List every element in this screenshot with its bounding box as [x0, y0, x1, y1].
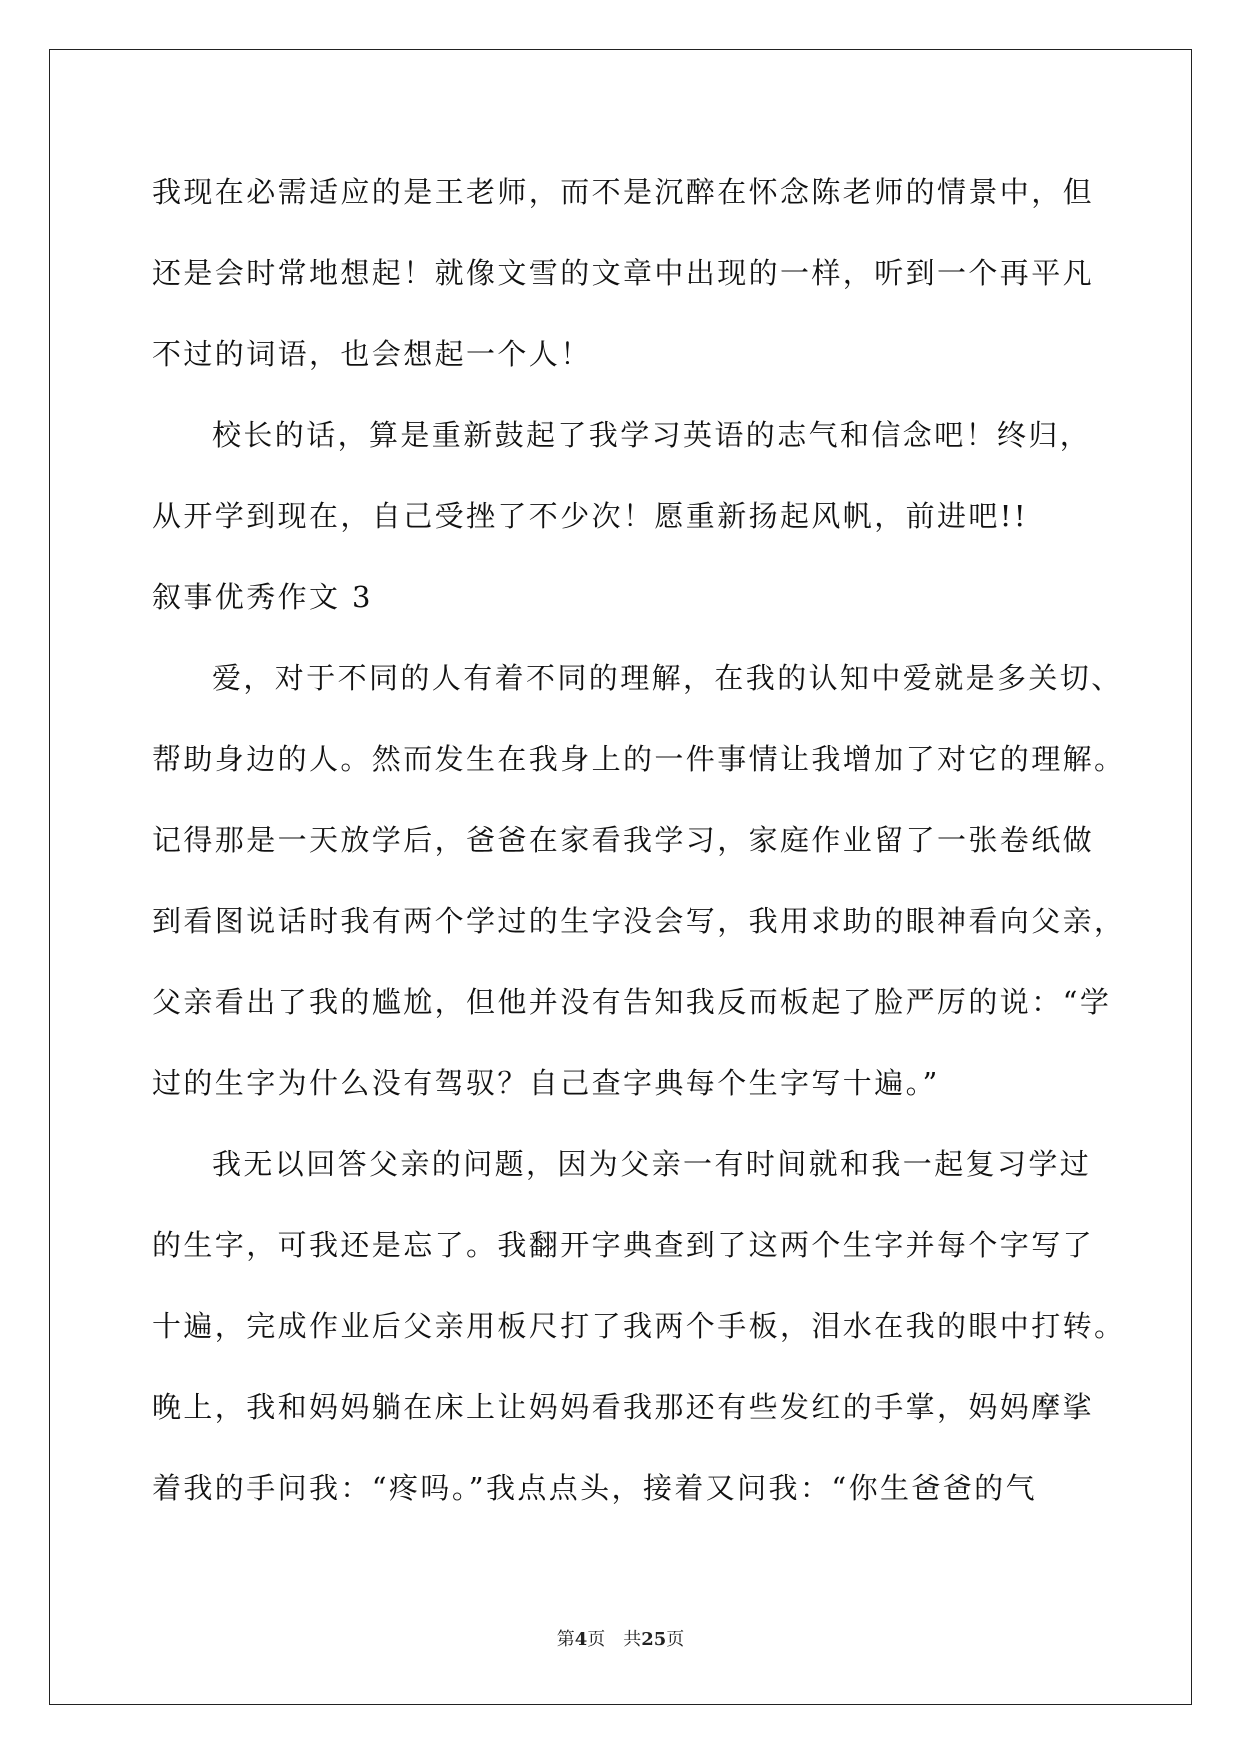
- total-pages-label: 共25页: [623, 1629, 685, 1650]
- text-line: 我无以回答父亲的问题，因为父亲一有时间就和我一起复习学过: [212, 1147, 1092, 1181]
- text-line: 从开学到现在，自己受挫了不少次！愿重新扬起风帆，前进吧!!: [152, 499, 1028, 533]
- page-number-label: 第4页: [556, 1629, 606, 1650]
- text-line: 父亲看出了我的尴尬，但他并没有告知我反而板起了脸严厉的说：“学: [152, 985, 1112, 1019]
- text-line: 过的生字为什么没有驾驭？自己查字典每个生字写十遍。”: [152, 1066, 940, 1100]
- text-line: 十遍，完成作业后父亲用板尺打了我两个手板，泪水在我的眼中打转。: [152, 1309, 1126, 1343]
- text-line: 不过的词语，也会想起一个人！: [152, 337, 592, 371]
- text-line: 着我的手问我：“疼吗。”我点点头，接着又问我：“你生爸爸的气: [152, 1471, 1037, 1505]
- text-line: 我现在必需适应的是王老师，而不是沉醉在怀念陈老师的情景中，但: [152, 175, 1095, 209]
- text-line: 晚上，我和妈妈躺在床上让妈妈看我那还有些发红的手掌，妈妈摩挲: [152, 1390, 1095, 1424]
- text-line: 的生字，可我还是忘了。我翻开字典查到了这两个生字并每个字写了: [152, 1228, 1095, 1262]
- text-line: 校长的话，算是重新鼓起了我学习英语的志气和信念吧！终归，: [212, 418, 1092, 452]
- text-line: 记得那是一天放学后，爸爸在家看我学习，家庭作业留了一张卷纸做: [152, 823, 1095, 857]
- text-line: 帮助身边的人。然而发生在我身上的一件事情让我增加了对它的理解。: [152, 742, 1126, 776]
- text-line: 爱，对于不同的人有着不同的理解，在我的认知中爱就是多关切、: [212, 661, 1123, 695]
- page-border: [49, 49, 1192, 1705]
- text-line: 还是会时常地想起！就像文雪的文章中出现的一样，听到一个再平凡: [152, 256, 1095, 290]
- page-footer: [0, 1628, 1241, 1652]
- section-heading: 叙事优秀作文 3: [152, 580, 373, 614]
- text-line: 到看图说话时我有两个学过的生字没会写，我用求助的眼神看向父亲，: [152, 904, 1126, 938]
